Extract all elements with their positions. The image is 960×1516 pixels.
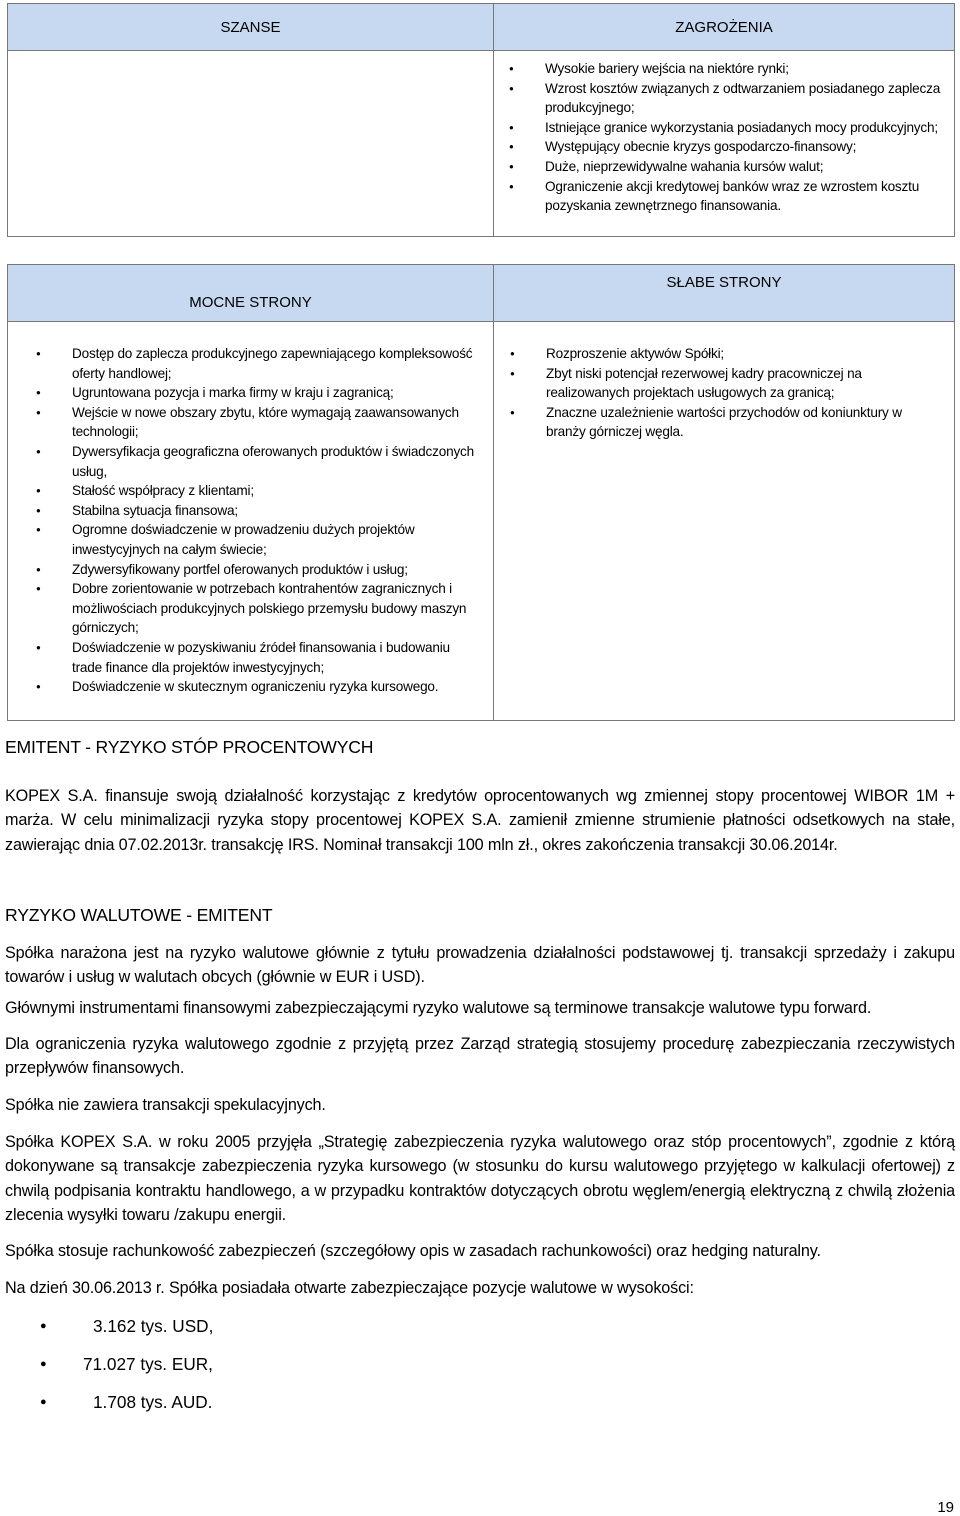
currency-paragraph-6: Spółka stosuje rachunkowość zabezpieczeń (szczegółowy opis w zasadach rachunkowości) oraz hedging naturalny. xyxy=(5,1242,821,1260)
header-mocne-strony: MOCNE STRONY xyxy=(8,265,494,322)
list-item: ● Dostęp do zaplecza produkcyjnego zapewniającego kompleksowość oferty handlowej; xyxy=(72,344,477,383)
mocne-strony-cell xyxy=(8,322,494,721)
interest-rate-paragraph: KOPEX S.A. finansuje swoją działalność korzystając z kredytów oprocentowanych wg zmiennej stopy procentowej WIBOR 1M + marża. W celu minimalizacji ryzyka stopy procentowej KOPEX S.A. zamienił zmienne strumienie płatności odsetkowych na stałe, zawierając dnia 07.02.2013r. transakcję IRS. Nominał transakcji 100 mln zł., okres zakończenia transakcji 30.06.2014r. xyxy=(5,787,955,854)
currency-paragraph-3: Dla ograniczenia ryzyka walutowego zgodnie z przyjętą przez Zarząd strategią stosujemy procedurę zabezpieczania rzeczywistych przepływów finansowych. xyxy=(5,1035,955,1078)
list-item: ● Zbyt niski potencjał rezerwowej kadry pracowniczej na realizowanych projektach usługowych za granicą; xyxy=(546,364,944,403)
list-item: ● Doświadczenie w pozyskiwaniu źródeł finansowania i budowaniu trade finance dla projektów inwestycyjnych; xyxy=(72,638,477,677)
list-item: ● Stałość współpracy z klientami; xyxy=(72,481,477,501)
list-item: ● Istniejące granice wykorzystania posiadanych mocy produkcyjnych; xyxy=(545,118,944,138)
position-value: 1.708 tys. AUD. xyxy=(93,1392,213,1412)
list-item: ● Dobre zorientowanie w potrzebach kontrahentów zagranicznych i możliwościach produkcyjnych polskiego przemysłu budowy maszyn górniczych; xyxy=(72,579,477,638)
list-item: ● Wejście w nowe obszary zbytu, które wymagają zaawansowanych technologii; xyxy=(72,403,477,442)
currency-paragraph-4: Spółka nie zawiera transakcji spekulacyjnych. xyxy=(5,1096,326,1114)
list-item: ● Rozproszenie aktywów Spółki; xyxy=(546,344,944,364)
list-item: ● Występujący obecnie kryzys gospodarczo-finansowy; xyxy=(545,137,944,157)
list-item: ● Duże, nieprzewidywalne wahania kursów walut; xyxy=(545,157,944,177)
section-heading-currency-risk: RYZYKO WALUTOWE - EMITENT xyxy=(5,905,273,925)
slabe-strony-list xyxy=(546,344,944,442)
list-item: ● Dywersyfikacja geograficzna oferowanych produktów i świadczonych usług, xyxy=(72,442,477,481)
slabe-strony-cell xyxy=(494,322,955,721)
header-szanse: SZANSE xyxy=(8,4,494,51)
page-number: 19 xyxy=(937,1499,954,1516)
currency-paragraph-2: Głównymi instrumentami finansowymi zabezpieczającymi ryzyko walutowe są terminowe transakcje walutowe typu forward. xyxy=(5,999,872,1017)
currency-paragraph-5: Spółka KOPEX S.A. w roku 2005 przyjęła „Strategię zabezpieczenia ryzyka walutowego oraz stóp procentowych”, zgodnie z którą dokonywane są transakcje zabezpieczenia ryzyka kursowego (w stosunku do kursu walutowego przyjętego w kalkulacji ofertowej) z chwilą podpisania kontraktu handlowego, a w przypadku kontraktów dotyczących obrotu węglem/energią elektryczną z chwilą złożenia zlecenia wysyłki towaru /zakupu energii. xyxy=(5,1133,955,1225)
section-heading-interest-rate-risk: EMITENT - RYZYKO STÓP PROCENTOWYCH xyxy=(5,737,374,757)
currency-paragraph-7: Na dzień 30.06.2013 r. Spółka posiadała otwarte zabezpieczające pozycje walutowe w wysokości: xyxy=(5,1279,694,1297)
list-item: ● Doświadczenie w skutecznym ograniczeniu ryzyka kursowego. xyxy=(72,677,477,697)
list-item: ● Wysokie bariery wejścia na niektóre rynki; xyxy=(545,59,944,79)
list-item: ● Ograniczenie akcji kredytowej banków wraz ze wzrostem kosztu pozyskania zewnętrznego finansowania. xyxy=(545,177,944,216)
position-value: 3.162 tys. USD, xyxy=(93,1316,214,1336)
list-item: ● Ugruntowana pozycja i marka firmy w kraju i zagranicą; xyxy=(72,383,477,403)
header-slabe-strony: SŁABE STRONY xyxy=(494,265,955,322)
currency-paragraph-1: Spółka narażona jest na ryzyko walutowe głównie z tytułu prowadzenia działalności podstawowej tj. transakcji sprzedaży i zakupu towarów i usług w walutach obcych (głównie w EUR i USD). xyxy=(5,944,955,987)
swot-strengths-weaknesses-table xyxy=(7,264,955,721)
list-item: ● Ogromne doświadczenie w prowadzeniu dużych projektów inwestycyjnych na całym świecie; xyxy=(72,520,477,559)
zagrozenia-cell xyxy=(494,51,955,237)
list-item: ● Wzrost kosztów związanych z odtwarzaniem posiadanego zaplecza produkcyjnego; xyxy=(545,79,944,118)
list-item: ● Zdywersyfikowany portfel oferowanych produktów i usług; xyxy=(72,560,477,580)
mocne-strony-list xyxy=(72,344,477,697)
zagrozenia-list xyxy=(545,59,944,216)
list-item: ● Znaczne uzależnienie wartości przychodów od koniunktury w branży górniczej węgla. xyxy=(546,403,944,442)
szanse-cell xyxy=(8,51,494,237)
swot-opportunities-threats-table xyxy=(7,3,955,237)
header-zagrozenia: ZAGROŻENIA xyxy=(494,4,955,51)
list-item: ● Stabilna sytuacja finansowa; xyxy=(72,501,477,521)
position-value: 71.027 tys. EUR, xyxy=(83,1354,213,1374)
